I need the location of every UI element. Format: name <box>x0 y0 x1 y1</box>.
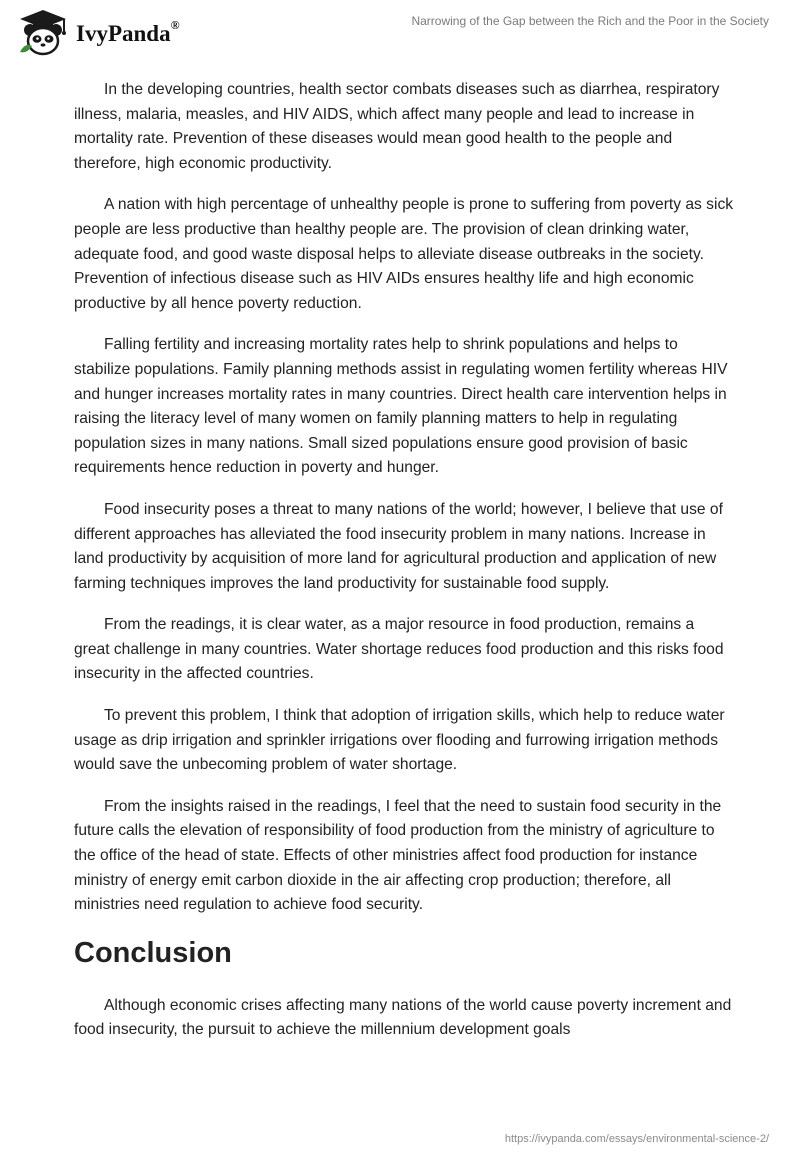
body-paragraph: From the insights raised in the readings, I feel that the need to sustain food security in the future calls the elevation of responsibility of food production from the ministry of agriculture to the office of the head of state. Effects of other ministries affect food production for instance ministry of energy emit carbon dioxide in the air affecting crop production; therefore, all ministries need regulation to achieve food security. <box>74 797 722 914</box>
body-paragraph: Food insecurity poses a threat to many nations of the world; however, I believe that use of different approaches has alleviated the food insecurity problem in many nations. Increase in land productivity by acquisition of more land for agricultural production and application of new farming techniques improves the land productivity for sustainable food supply. <box>74 500 723 592</box>
body-paragraph: In the developing countries, health sector combats diseases such as diarrhea, respiratory illness, malaria, measles, and HIV AIDS, which affect many people and lead to increase in mortality rate. Prevention of these diseases would mean good health to the people and therefore, high economic productivity. <box>74 81 720 172</box>
source-url[interactable]: https://ivypanda.com/essays/environmental-science-2/ <box>504 1133 769 1145</box>
page-header <box>0 0 800 70</box>
registered-mark: ® <box>170 18 180 33</box>
body-paragraph: A nation with high percentage of unhealthy people is prone to suffering from poverty as sick people are less productive than healthy people are. The provision of clean drinking water, adequate food, and good waste disposal helps to alleviate disease outbreaks in the society. Prevention of infectious disease such as HIV AIDs ensures healthy life and high economic productive by all hence poverty reduction. <box>74 196 734 312</box>
body-paragraph: From the readings, it is clear water, as a major resource in food production, remains a great challenge in many countries. Water shortage reduces food production and this risks food insecurity in the affected countries. <box>74 616 724 683</box>
essay-content <box>74 78 734 1060</box>
conclusion-heading: Conclusion <box>74 936 232 969</box>
document-title: Narrowing of the Gap between the Rich and the Poor in the Society <box>411 14 769 28</box>
panda-graduate-icon <box>14 8 72 58</box>
ivypanda-logo[interactable] <box>14 8 180 58</box>
conclusion-paragraph: Although economic crises affecting many nations of the world cause poverty increment and food insecurity, the pursuit to achieve the millennium development goals <box>74 996 732 1039</box>
body-paragraph: Falling fertility and increasing mortality rates help to shrink populations and helps to stabilize populations. Family planning methods assist in regulating women fertility whereas HIV and hunger increases mortality rates in many countries. Direct health care intervention helps in raising the literacy level of many women on family planning matters to help in regulating population sizes in many nations. Small sized populations ensure good provision of basic requirements hence reduction in poverty and hunger. <box>74 336 728 477</box>
brand-name: IvyPanda <box>76 21 171 46</box>
body-paragraph: To prevent this problem, I think that adoption of irrigation skills, which help to reduce water usage as drip irrigation and sprinkler irrigations over flooding and furrowing irrigation methods would save the unbecoming problem of water shortage. <box>74 707 725 774</box>
